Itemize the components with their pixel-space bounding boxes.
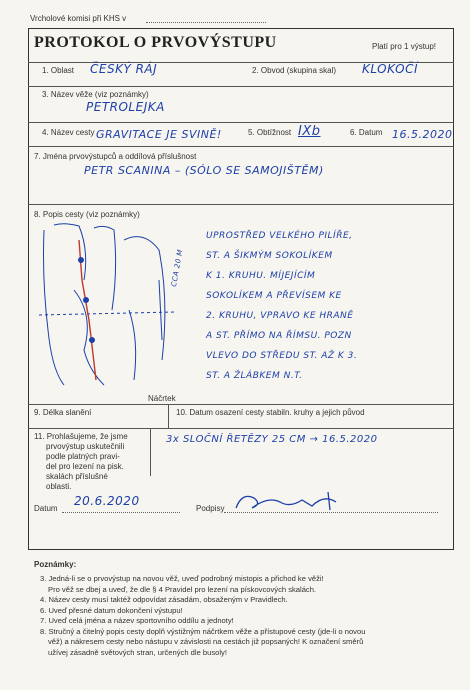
field-1-label: 1. Oblast [42,66,75,75]
committee-label: Vrcholové komisi při KHS v [30,14,127,23]
row-divider [28,146,454,147]
date-value: 20.6.2020 [74,494,140,508]
field-8-label: 8. Popis cesty (viz poznámky) [34,210,140,219]
column-divider [150,428,151,476]
field-7-value: PETR SCANINA – (SÓLO SE SAMOJIŠTĚM) [84,164,324,177]
date-label: Datum [34,504,58,513]
row-divider [28,428,454,429]
declaration-line: podle platných pravi- [46,452,120,461]
notes-list [40,574,452,658]
route-line: UPROSTŘED VELKÉHO PILÍŘE, [206,231,353,241]
date-line [62,512,180,513]
row-divider [28,404,454,405]
note-item: 8. Stručný a čitelný popis cesty doplň výstižným náčrtkem věže a přístupové cesty (jde-li o novou [40,626,366,636]
field-4-label: 4. Název cesty [42,128,95,137]
field-1-value: ČESKÝ RÁJ [90,62,158,76]
handwritten-signature [232,488,352,514]
row-divider [28,122,454,123]
route-line: ST. A ŠIKMÝM SOKOLÍKEM [206,251,333,261]
field-10-label: 10. Datum osazení cesty stabiln. kruhy a jejich původ [176,408,365,417]
route-line: 2. KRUHU, VPRAVO KE HRANĚ [206,311,354,321]
field-10-value: 3x SLOČNÍ ŘETĚZY 25 CM → 16.5.2020 [166,434,378,445]
signature-label: Podpisy [196,504,225,513]
field-9-label: 9. Délka slanění [34,408,92,417]
route-line: SOKOLÍKEM A PŘEVÍSEM KE [206,291,342,301]
note-item: 7. Uveď celá jména a název sportovního oddílu a jednoty! [40,616,234,625]
field-2-label: 2. Obvod (skupina skal) [252,66,337,75]
route-line: VLEVO DO STŘEDU ST. AŽ K 3. [206,351,358,361]
committee-line [146,22,266,23]
sketch-label: Náčrtek [148,394,176,403]
route-line: A ST. PŘÍMO NA ŘÍMSU. POZN [206,331,352,341]
field-2-value: KLOKOČÍ [362,62,419,76]
route-description [206,226,450,386]
note-item: užívej zásadně světových stran, určených dle busoly! [48,647,227,657]
field-5-value: IXb [298,124,321,139]
field-6-label: 6. Datum [350,128,383,137]
note-item: 3. Jedná-li se o prvovýstup na novou věž, uveď podrobný mistopis a přichod ke věži! [40,574,324,583]
note-item: 4. Název cesty musí taktéž odpovídat zásadám, obsaženým v Pravidlech. [40,595,288,604]
note-item: Pro věž se dbej a uveď, že dle § 4 Pravidel pro lezení na pískovcových skalách. [48,584,317,594]
route-sketch-drawing [34,220,184,390]
field-3-label: 3. Název věže (viz poznámky) [42,90,149,99]
field-4-value: GRAVITACE JE SVINĚ! [96,128,222,141]
page-title: PROTOKOL O PRVOVÝSTUPU [34,34,277,51]
note-item: 6. Uveď přesné datum dokončení výstupu! [40,605,183,615]
column-divider [168,404,169,428]
row-divider [28,204,454,205]
declaration-text [34,432,144,492]
field-6-value: 16.5.2020 [392,128,453,141]
declaration-line: oblasti. [46,482,72,491]
declaration-line: prvovýstup uskutečnili [46,442,125,451]
row-divider [28,86,454,87]
note-item: věž) a nákresem cesty nebo nástupu v závislosti na cestách již popsaných! K označení směrů [48,637,364,646]
field-7-label: 7. Jména prvovýstupců a oddílová příslušnost [34,152,197,161]
notes-heading: Poznámky: [34,560,77,569]
declaration-line: skalách příslušné [46,472,108,481]
route-line: ST. A ŽLÁBKEM N.T. [206,371,303,381]
field-3-value: PETROLEJKA [86,100,165,114]
declaration-line: 11. Prohlašujeme, že jsme [34,432,128,441]
route-line: K 1. KRUHU. MÍJEJÍCÍM [206,271,316,281]
sketch-annotation: CCA 20 M [170,248,185,288]
field-5-label: 5. Obtížnost [248,128,292,137]
route-sketch [34,220,184,390]
declaration-line: del pro lezení na pisk. [46,462,124,471]
validity-note: Platí pro 1 výstup! [372,42,437,51]
